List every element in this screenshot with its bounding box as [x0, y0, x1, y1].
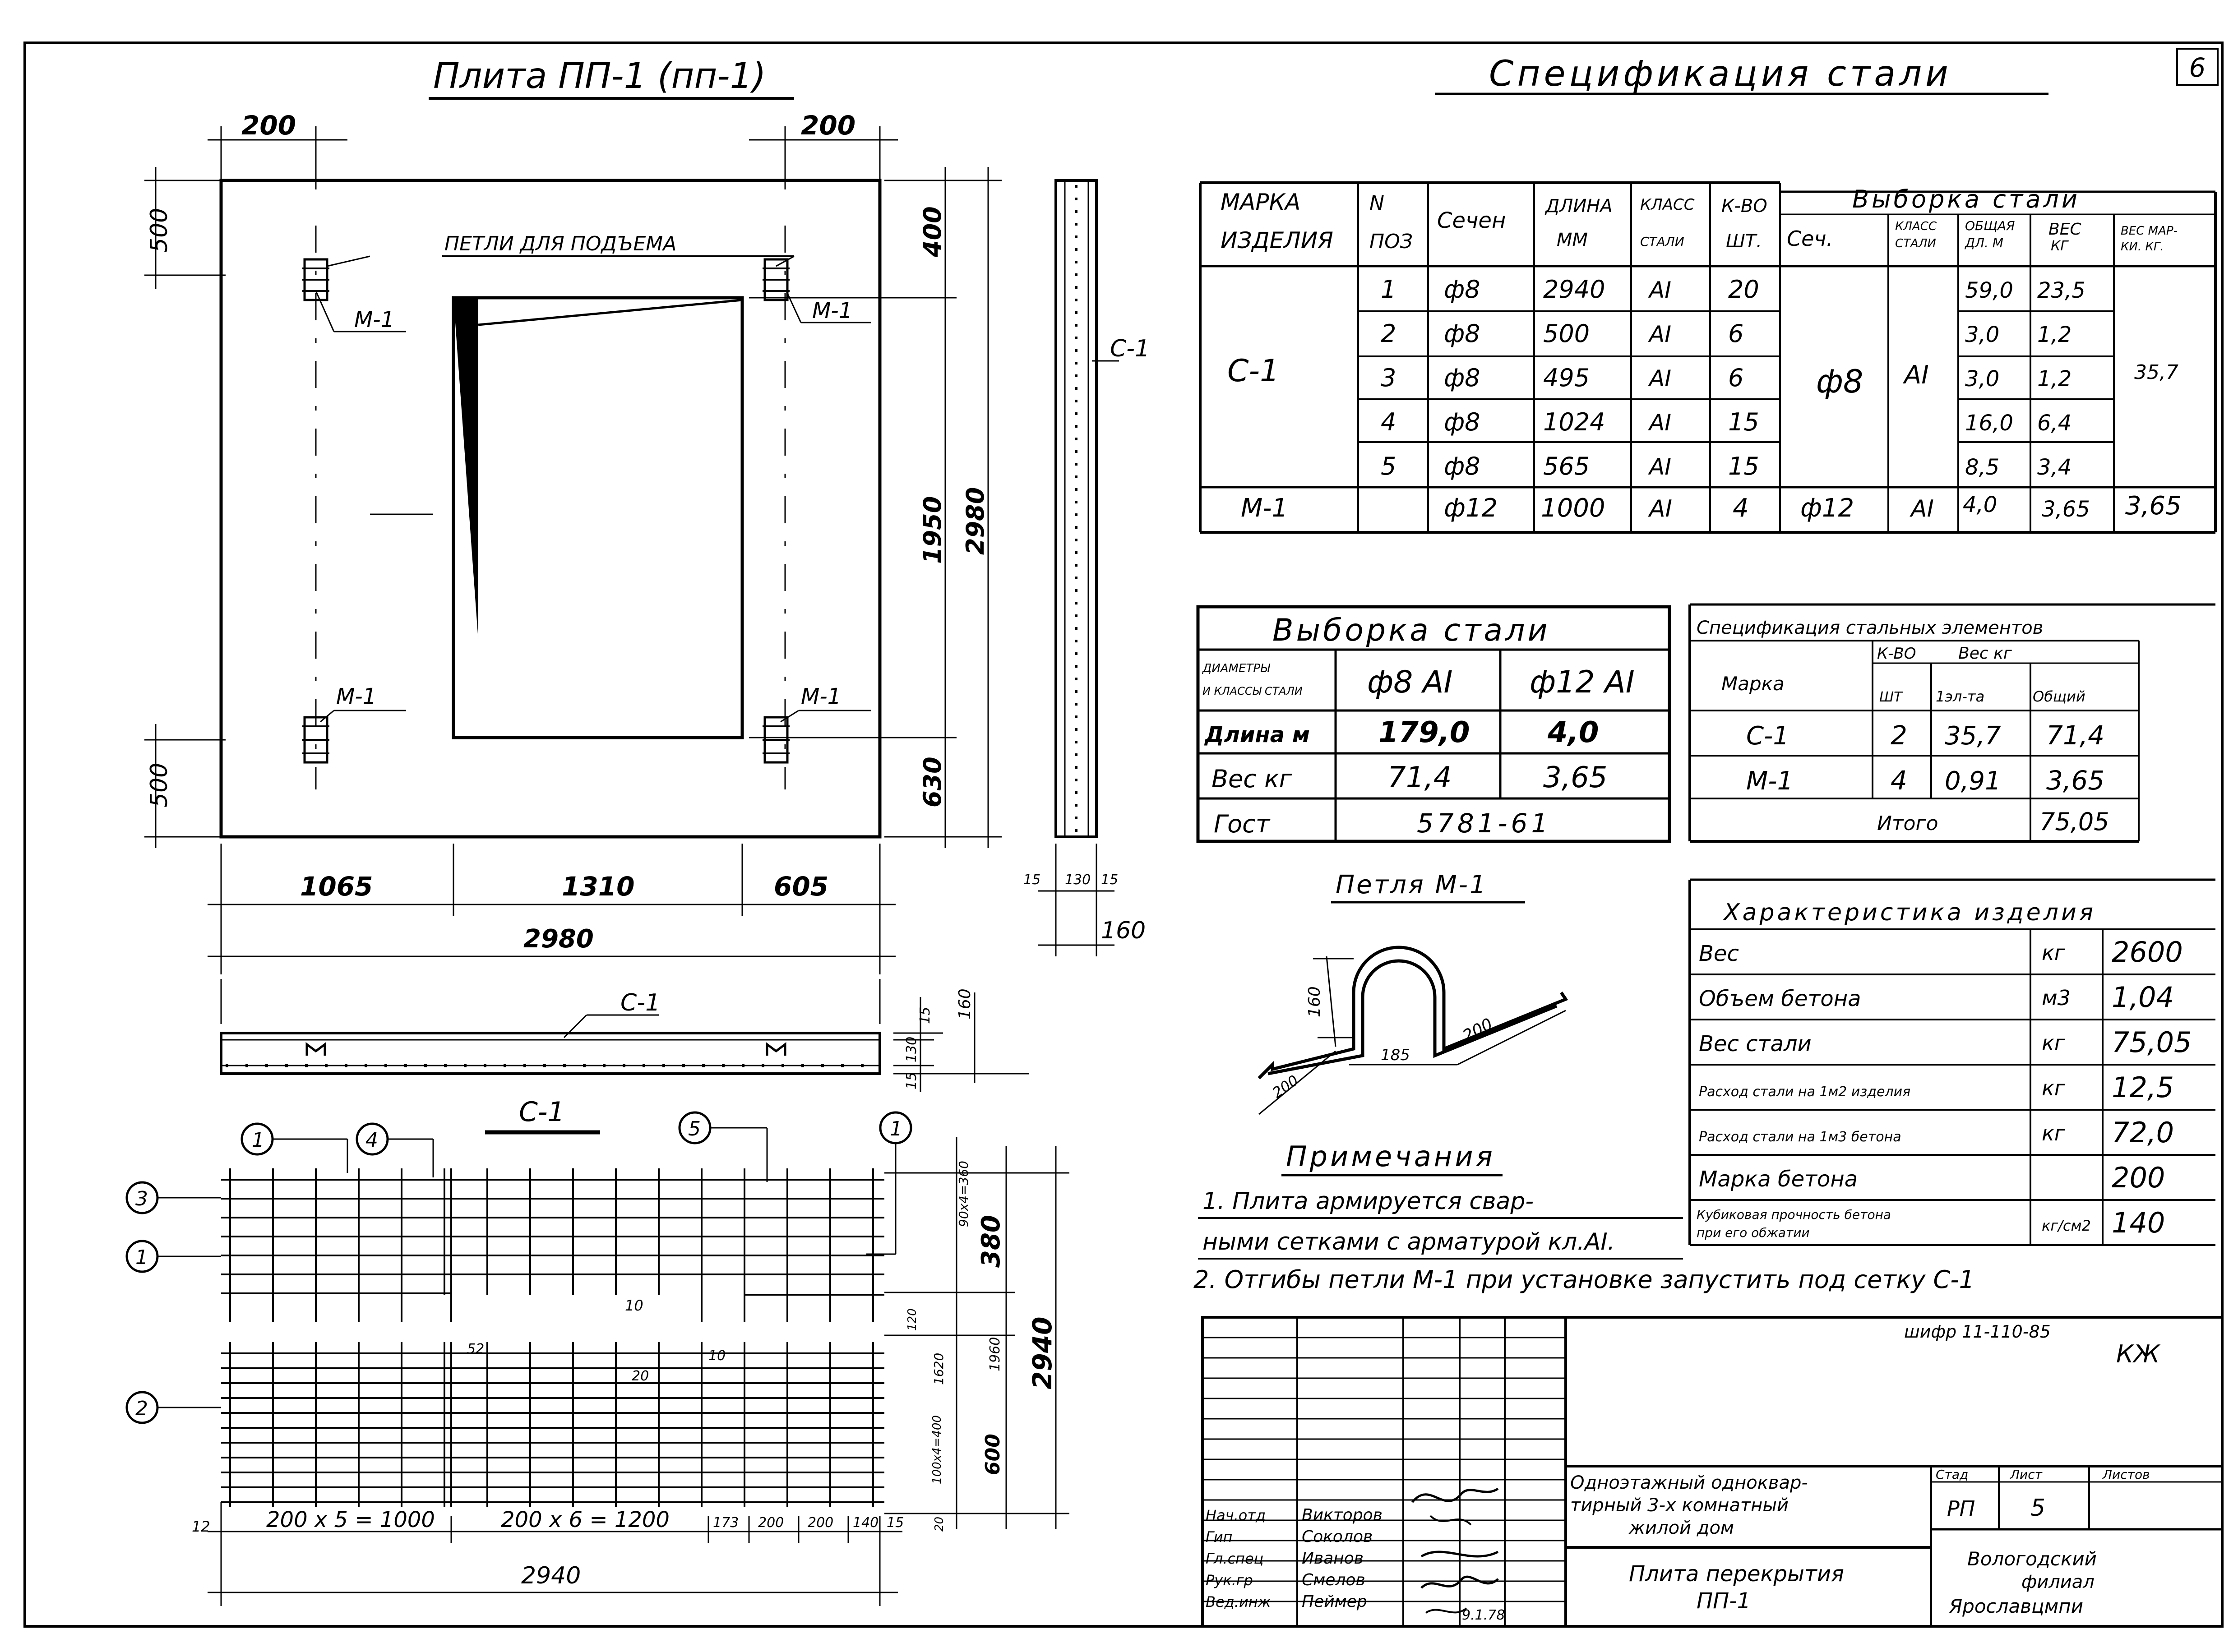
mesh-dim-d3: 173: [713, 1515, 739, 1531]
mesh-dim-d2: 200 x 6 = 1200: [501, 1507, 670, 1532]
spec-row-weight: 1,2: [2037, 322, 2072, 347]
tb-name: Иванов: [1302, 1549, 1364, 1568]
tb-role: Нач.отд: [1206, 1507, 1266, 1524]
mesh-dim-r5: 1960: [987, 1337, 1003, 1371]
tb-project-1: Одноэтажный одноквар-: [1570, 1472, 1808, 1493]
selection-length2: 4,0: [1548, 716, 1599, 749]
opening-line: [478, 300, 742, 325]
loop-title: Петля М-1: [1336, 870, 1488, 900]
elements-h-mark: Марка: [1721, 673, 1785, 695]
page-number: 6: [2189, 52, 2206, 83]
spec-h-sel-section: Сеч.: [1787, 226, 1833, 251]
spec-row-section: ф8: [1444, 364, 1480, 392]
selection-diam-1: ДИАМЕТРЫ: [1202, 662, 1270, 675]
spec-h-length-2: ММ: [1557, 230, 1588, 250]
selection-col1: ф8 АI: [1367, 664, 1453, 700]
mesh-small-b: 52: [467, 1341, 485, 1357]
signatures: [1412, 1489, 1498, 1613]
selection-gost-label: Гост: [1214, 810, 1270, 838]
plate-title: Плита ПП-1 (пп-1): [433, 56, 766, 97]
spec-row-qty: 6: [1728, 364, 1744, 392]
spec-row-length: 2940: [1543, 275, 1605, 304]
tb-role: Гл.спец: [1206, 1550, 1264, 1567]
mesh-dim-total: 2940: [521, 1562, 581, 1589]
section-dim-b: 130: [904, 1036, 920, 1062]
section-dim-c: 15: [904, 1072, 920, 1089]
tb-role: Рук.гр: [1206, 1572, 1253, 1589]
spec-h-mark-w-1: ВЕС МАР-: [2121, 224, 2178, 238]
spec-h-qty-1: К-ВО: [1721, 196, 1767, 217]
spec-h-sel-class-1: КЛАСС: [1895, 220, 1937, 233]
spec-row-section: ф8: [1444, 452, 1480, 480]
loop-dim-160: 160: [1305, 986, 1324, 1017]
note-1a: 1. Плита армируется свар-: [1202, 1188, 1534, 1215]
spec-row-weight: 23,5: [2037, 278, 2085, 303]
spec-m1-total-len: 4,0: [1963, 492, 1998, 517]
spec-row-qty: 20: [1728, 275, 1759, 304]
char-label: Вес: [1699, 941, 1739, 966]
elements-h-total: Общий: [2033, 688, 2085, 705]
mesh-dim-r2: 380: [976, 1215, 1006, 1268]
callout-5: 5: [688, 1117, 701, 1140]
char-unit: кг/см2: [2042, 1217, 2091, 1234]
spec-m1-sel-class: АI: [1911, 495, 1934, 522]
tb-stage-h: Стад: [1936, 1467, 1969, 1482]
elements-h-weight: Вес кг: [1958, 644, 2012, 663]
mesh-dim-r9: 20: [933, 1516, 946, 1532]
selection-weight-label: Вес кг: [1211, 765, 1292, 793]
spec-m1-sel-section: ф12: [1800, 494, 1854, 523]
dim-top-left: 200: [241, 110, 296, 141]
mesh-dim-d1: 200 x 5 = 1000: [266, 1507, 435, 1532]
char-value: 75,05: [2112, 1026, 2192, 1059]
char-label: Расход стали на 1м2 изделия: [1699, 1084, 1911, 1100]
selection-title: Выборка стали: [1272, 613, 1550, 648]
spec-row-weight: 6,4: [2037, 411, 2072, 436]
elements-row-qty: 2: [1891, 720, 1907, 751]
spec-h-sel-len-1: ОБЩАЯ: [1965, 218, 2015, 233]
spec-row-class: АI: [1649, 321, 1671, 347]
spec-row-total-len: 16,0: [1965, 411, 2013, 436]
spec-row-weight: 3,4: [2037, 455, 2072, 480]
characteristics-rows: [1690, 929, 2215, 1245]
tb-org-3: Ярославцмпи: [1949, 1595, 2083, 1617]
title-block-rows: [1202, 1338, 1566, 1611]
m1-label-tl: М-1: [354, 307, 395, 332]
spec-h-class-2: СТАЛИ: [1640, 234, 1684, 249]
spec-h-sel-w-2: КГ: [2051, 238, 2068, 254]
spec-c1-rows: [1381, 275, 2085, 480]
mesh-dim-d6: 140: [853, 1515, 879, 1531]
spec-row-section: ф8: [1444, 319, 1480, 348]
lift-loops-label: ПЕТЛИ ДЛЯ ПОДЪЕМА: [444, 232, 677, 255]
side-dim-total: 160: [1101, 917, 1146, 944]
char-value: 140: [2112, 1206, 2165, 1239]
side-dim-1: 15: [1023, 872, 1041, 888]
tb-drawing-2: ПП-1: [1697, 1588, 1751, 1614]
tb-project-2: тирный 3-х комнатный: [1570, 1495, 1789, 1516]
mesh-c1-drawing: [221, 1168, 884, 1507]
callout-1b: 1: [890, 1117, 902, 1140]
char-label: Объем бетона: [1699, 986, 1861, 1011]
callout-2: 2: [135, 1397, 148, 1420]
mesh-dim-d7: 15: [887, 1515, 904, 1531]
spec-row-qty: 15: [1728, 408, 1759, 436]
mesh-dim-r1: 90x4=360: [956, 1161, 971, 1227]
dim-right-bottom: 630: [918, 757, 947, 808]
char-unit: кг: [2042, 1076, 2065, 1100]
tb-drawing-1: Плита перекрытия: [1629, 1561, 1844, 1587]
plan-dim-bottom: [208, 844, 896, 974]
c1-label-section: С-1: [620, 989, 661, 1016]
spec-row-pos: 2: [1381, 319, 1396, 348]
mesh-small-d: 20: [632, 1368, 649, 1384]
spec-m1-mark: М-1: [1241, 494, 1288, 523]
selection-length-label: Длина м: [1205, 722, 1310, 748]
dim-left-bottom: 500: [146, 762, 173, 808]
char-value: 1,04: [2112, 981, 2174, 1014]
loop-dim-200: 200: [1459, 1015, 1496, 1046]
selection-gost: 5781-61: [1417, 808, 1552, 839]
spec-row-total-len: 3,0: [1965, 322, 2000, 347]
callout-4: 4: [365, 1129, 378, 1152]
spec-m1-weight: 3,65: [2042, 497, 2090, 522]
char-unit: кг: [2042, 1121, 2065, 1145]
spec-row-length: 495: [1543, 364, 1590, 392]
tb-role: Вед.инж: [1206, 1593, 1271, 1610]
spec-row-pos: 4: [1381, 408, 1396, 436]
spec-row-weight: 1,2: [2037, 366, 2072, 392]
tb-sheet: 5: [2030, 1495, 2046, 1522]
mesh-dim-r4: 1620: [931, 1352, 946, 1385]
section-dim-a: 15: [917, 1006, 933, 1024]
plate-side-section: [1038, 180, 1119, 956]
spec-row-qty: 15: [1728, 452, 1759, 480]
elements-itogo: 75,05: [2039, 808, 2109, 836]
dim-bottom-total: 2980: [523, 924, 594, 954]
char-value: 2600: [2112, 936, 2183, 969]
spec-h-length-1: ДЛИНА: [1545, 196, 1613, 217]
char-value: 72,0: [2112, 1116, 2174, 1149]
mesh-dim-r8: 2940: [1027, 1316, 1058, 1389]
spec-h-pos-1: N: [1369, 192, 1384, 215]
char-label: Вес стали: [1699, 1031, 1812, 1057]
tb-sheets-h: Листов: [2103, 1467, 2150, 1482]
spec-row-total-len: 3,0: [1965, 366, 2000, 392]
elements-row-one: 0,91: [1945, 766, 2001, 796]
plan-dim-left: [144, 167, 226, 848]
elements-itogo-label: Итого: [1877, 812, 1938, 835]
m1-label-br: М-1: [801, 684, 842, 709]
notes-title: Примечания: [1286, 1140, 1495, 1173]
spec-row-class: АI: [1649, 410, 1671, 436]
elements-rows: [1746, 720, 2104, 796]
char-value: 200: [2112, 1161, 2165, 1194]
mesh-title: С-1: [519, 1096, 565, 1128]
elements-row-mark: М-1: [1746, 766, 1794, 796]
mesh-dim-d4: 200: [758, 1515, 784, 1531]
tb-org-1: Вологодский: [1967, 1548, 2097, 1570]
opening-hatch: [453, 298, 478, 641]
spec-c1-sel-section: ф8: [1816, 363, 1863, 400]
spec-h-mark-w-2: КИ. КГ.: [2121, 240, 2164, 254]
mesh-callouts: [127, 1112, 911, 1423]
spec-row-pos: 5: [1381, 452, 1396, 480]
tb-org-2: филиал: [2021, 1572, 2095, 1592]
loop-m1-drawing: [1259, 947, 1566, 1114]
spec-m1-qty: 4: [1733, 494, 1749, 523]
spec-h-mark-1: МАРКА: [1221, 189, 1301, 215]
mesh-dim-d5: 200: [808, 1515, 834, 1531]
elements-h-qty-2: ШТ: [1879, 689, 1902, 705]
tb-name: Викторов: [1302, 1506, 1383, 1524]
dim-bottom-3: 605: [774, 871, 829, 902]
elements-row-qty: 4: [1891, 765, 1907, 796]
m1-label-bl: М-1: [336, 684, 377, 709]
elements-title: Спецификация стальных элементов: [1697, 618, 2044, 638]
selection-diam-2: И КЛАССЫ СТАЛИ: [1202, 685, 1303, 697]
spec-c1-sel-class: АI: [1904, 360, 1929, 390]
dim-left-top: 500: [146, 208, 173, 253]
note-1b: ными сетками с арматурой кл.АI.: [1202, 1228, 1615, 1255]
char-unit: кг: [2042, 941, 2065, 965]
tb-kzh: КЖ: [2116, 1340, 2160, 1368]
spec-c1-mark: С-1: [1227, 353, 1280, 389]
spec-h-selection: Выборка стали: [1852, 185, 2081, 213]
spec-table-headers: [1221, 185, 2178, 254]
spec-m1-mark-weight: 3,65: [2125, 491, 2182, 521]
callout-1a: 1: [252, 1129, 264, 1152]
spec-row-section: ф8: [1444, 408, 1480, 436]
mesh-dim-r6: 100x4=400: [930, 1415, 944, 1484]
elements-row-one: 35,7: [1945, 721, 2001, 751]
spec-c1-mark-weight: 35,7: [2134, 361, 2178, 384]
tb-date: 9.1.78: [1462, 1607, 1505, 1623]
spec-m1-class: АI: [1649, 495, 1672, 522]
spec-m1-length: 1000: [1541, 494, 1605, 523]
mesh-dim-r7: 600: [981, 1434, 1004, 1475]
spec-h-qty-2: ШТ.: [1726, 231, 1762, 252]
char-label: Марка бетона: [1699, 1167, 1858, 1192]
spec-h-mark-2: ИЗДЕЛИЯ: [1221, 227, 1333, 254]
spec-row-class: АI: [1649, 277, 1671, 303]
mesh-small-c: 10: [708, 1348, 726, 1364]
char-unit: м3: [2042, 986, 2071, 1010]
tb-name: Смелов: [1302, 1571, 1365, 1589]
dim-right-total: 2980: [961, 487, 990, 555]
callout-1c: 1: [135, 1246, 148, 1269]
note-2: 2. Отгибы петли М-1 при установке запустить под сетку С-1: [1193, 1265, 1975, 1294]
spec-h-section: Сечен: [1437, 208, 1506, 233]
elements-row-total: 3,65: [2046, 765, 2105, 796]
selection-col2: ф12 АI: [1530, 664, 1635, 700]
spec-row-pos: 1: [1381, 275, 1396, 304]
spec-h-pos-2: ПОЗ: [1369, 230, 1413, 253]
tb-role: Гип: [1206, 1528, 1233, 1546]
elements-h-qty-1: К-ВО: [1877, 645, 1916, 663]
char-label: при его обжатии: [1697, 1225, 1810, 1240]
dim-right-mid: 1950: [918, 496, 947, 564]
spec-m1-section: ф12: [1444, 494, 1498, 523]
mesh-dim-edge: 12: [192, 1518, 210, 1535]
spec-row-section: ф8: [1444, 275, 1480, 304]
loop-dim-200b: 200: [1269, 1071, 1302, 1102]
spec-row-total-len: 59,0: [1965, 278, 2013, 303]
side-dim-3: 15: [1101, 872, 1119, 888]
spec-row-pos: 3: [1381, 364, 1396, 392]
tb-project-3: жилой дом: [1629, 1518, 1734, 1538]
spec-row-class: АI: [1649, 454, 1671, 480]
elements-row-mark: С-1: [1746, 721, 1789, 751]
selection-weight2: 3,65: [1543, 761, 1608, 794]
dim-bottom-2: 1310: [562, 871, 635, 902]
dim-right-top: 400: [918, 206, 947, 257]
spec-h-sel-w-1: ВЕС: [2048, 220, 2081, 239]
char-value: 12,5: [2112, 1071, 2174, 1104]
steel-spec-title: Спецификация стали: [1489, 54, 1952, 94]
mesh-dim-r3: 120: [906, 1308, 919, 1331]
tb-stage: РП: [1947, 1496, 1975, 1521]
char-label: Расход стали на 1м3 бетона: [1699, 1129, 1901, 1145]
plate-opening: [453, 298, 742, 738]
side-dim-2: 130: [1065, 872, 1091, 888]
spec-row-length: 1024: [1543, 408, 1605, 436]
loop-dim-185: 185: [1381, 1046, 1410, 1064]
char-label: Кубиковая прочность бетона: [1697, 1207, 1891, 1222]
mesh-small-a: 10: [625, 1297, 643, 1314]
spec-row-total-len: 8,5: [1965, 455, 2000, 480]
elements-h-one: 1эл-та: [1936, 688, 1985, 705]
tb-name: Соколов: [1302, 1527, 1373, 1546]
spec-h-class-1: КЛАСС: [1640, 196, 1695, 214]
selection-length1: 179,0: [1378, 716, 1470, 749]
callout-3: 3: [135, 1187, 148, 1210]
dim-bottom-1: 1065: [300, 871, 373, 902]
spec-m1-row: [1241, 491, 2182, 523]
tb-name: Пеймер: [1302, 1592, 1367, 1611]
tb-sheet-h: Лист: [2010, 1467, 2042, 1482]
spec-h-sel-len-2: ДЛ. М: [1965, 235, 2003, 250]
section-dim-total: 160: [956, 988, 974, 1020]
spec-row-length: 500: [1543, 319, 1590, 348]
c1-label-plan: С-1: [1110, 335, 1150, 362]
spec-row-class: АI: [1649, 365, 1671, 392]
tb-code: шифр 11-110-85: [1904, 1322, 2051, 1342]
characteristics-title: Характеристика изделия: [1724, 899, 2096, 926]
selection-weight1: 71,4: [1387, 761, 1452, 794]
spec-row-qty: 6: [1728, 319, 1744, 348]
elements-row-total: 71,4: [2046, 720, 2105, 751]
spec-h-sel-class-2: СТАЛИ: [1895, 237, 1936, 250]
dim-top-right: 200: [801, 110, 856, 141]
char-unit: кг: [2042, 1031, 2065, 1055]
m1-label-tr: М-1: [812, 298, 853, 323]
spec-row-length: 565: [1543, 452, 1590, 480]
